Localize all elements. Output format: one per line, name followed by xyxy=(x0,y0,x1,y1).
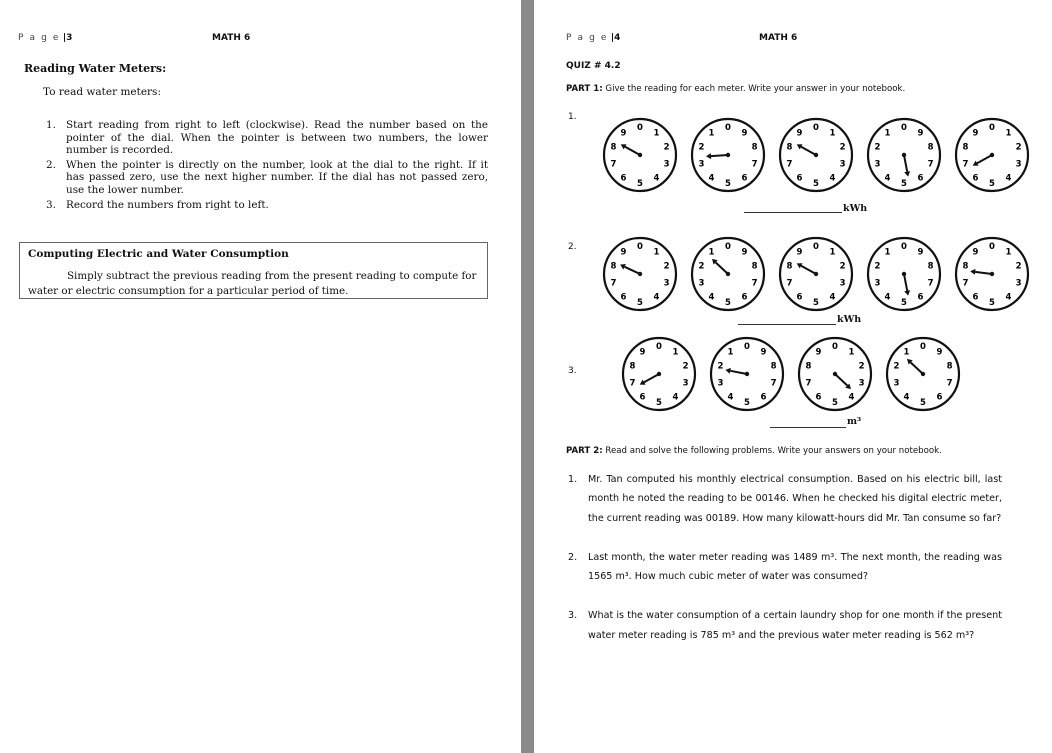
dial-number: 1 xyxy=(1005,247,1012,258)
dial-number: 4 xyxy=(903,392,910,403)
dial-number: 9 xyxy=(760,347,767,358)
answer-line xyxy=(770,427,846,428)
dial-number: 2 xyxy=(839,261,846,272)
dial-number: 2 xyxy=(682,361,689,372)
meter-dial xyxy=(795,334,875,414)
meter-dial xyxy=(952,234,1032,314)
dial-number: 6 xyxy=(741,173,748,184)
dial-number: 1 xyxy=(672,347,679,358)
dial-number: 2 xyxy=(1015,261,1022,272)
right-page xyxy=(534,0,1052,753)
dial-center xyxy=(638,153,642,157)
page-header-left xyxy=(18,33,72,43)
dial-number: 5 xyxy=(813,179,819,189)
dial-number: 6 xyxy=(917,173,924,184)
dial-number: 0 xyxy=(989,123,995,133)
dial-number: 7 xyxy=(610,278,617,289)
dial-number: 2 xyxy=(698,142,705,153)
dial-number: 7 xyxy=(610,159,617,170)
dial-number: 1 xyxy=(903,347,910,358)
part-text: Read and solve the following problems. Write your answers on your notebook. xyxy=(605,446,942,456)
dial-number: 6 xyxy=(639,392,646,403)
unit-label: kWh xyxy=(843,203,868,214)
dial-number: 3 xyxy=(717,378,724,389)
dial-number: 5 xyxy=(920,398,926,408)
item-text: What is the water consumption of a certain laundry shop for one month if the present water meter reading is 785 m³ and the previous water meter reading is 562 m³? xyxy=(588,610,1002,641)
dial-number: 3 xyxy=(1015,159,1022,170)
dial-number: 4 xyxy=(708,292,715,303)
dial-number: 5 xyxy=(989,179,995,189)
meter-dial xyxy=(864,115,944,195)
dial-number: 0 xyxy=(989,242,995,252)
dial-number: 9 xyxy=(815,347,822,358)
unit-label: kWh xyxy=(837,314,862,325)
dial-number: 7 xyxy=(786,278,793,289)
dial-center xyxy=(726,272,730,276)
quiz-title: QUIZ # 4.2 xyxy=(566,61,621,71)
dial-number: 4 xyxy=(1005,292,1012,303)
dial-number: 1 xyxy=(727,347,734,358)
dial-number: 0 xyxy=(725,242,731,252)
dial-number: 4 xyxy=(884,292,891,303)
dial-number: 4 xyxy=(672,392,679,403)
dial-number: 9 xyxy=(741,247,748,258)
dial-number: 4 xyxy=(848,392,855,403)
dial-number: 2 xyxy=(874,142,881,153)
dial-number: 1 xyxy=(653,128,660,139)
dial-number: 4 xyxy=(727,392,734,403)
dial-number: 2 xyxy=(663,142,670,153)
item-number: 1. xyxy=(46,119,56,131)
meter-number: 3. xyxy=(568,366,577,376)
dial-number: 1 xyxy=(884,247,891,258)
dial-number: 3 xyxy=(663,159,670,170)
dial-number: 1 xyxy=(1005,128,1012,139)
dial-number: 6 xyxy=(815,392,822,403)
item-number: 2. xyxy=(568,551,578,563)
dial-number: 3 xyxy=(839,278,846,289)
meter-dial xyxy=(883,334,963,414)
dial-number: 5 xyxy=(813,298,819,308)
meter-dial xyxy=(776,115,856,195)
dial-number: 8 xyxy=(805,361,812,372)
page-label: P a g e xyxy=(18,33,60,43)
part1-instruction xyxy=(566,84,905,94)
dial-number: 5 xyxy=(989,298,995,308)
subject-label: MATH 6 xyxy=(759,33,798,43)
info-box-text: Simply subtract the previous reading from the present reading to compute for water or electric consumption for a particular period of time. xyxy=(28,270,477,297)
page-header-right xyxy=(566,33,620,43)
meter-dial xyxy=(600,115,680,195)
dial-number: 7 xyxy=(927,159,934,170)
dial-number: 7 xyxy=(786,159,793,170)
item-number: 3. xyxy=(568,610,578,622)
dial-number: 5 xyxy=(637,179,643,189)
dial-number: 8 xyxy=(610,261,617,272)
meter-dial xyxy=(688,234,768,314)
dial-number: 4 xyxy=(829,173,836,184)
list-item xyxy=(568,606,1002,645)
dial-number: 6 xyxy=(972,173,979,184)
dial-number: 9 xyxy=(796,247,803,258)
dial-number: 7 xyxy=(946,378,953,389)
unit-label: m³ xyxy=(847,416,862,427)
part-label: PART 2: xyxy=(566,446,603,456)
dial-number: 0 xyxy=(656,342,662,352)
dial-number: 7 xyxy=(751,159,758,170)
dial-number: 7 xyxy=(770,378,777,389)
dial-number: 1 xyxy=(708,128,715,139)
dial-number: 0 xyxy=(813,123,819,133)
dial-center xyxy=(833,372,837,376)
dial-number: 6 xyxy=(917,292,924,303)
section-intro: To read water meters: xyxy=(43,86,161,98)
dial-number: 7 xyxy=(805,378,812,389)
list-item xyxy=(26,199,488,212)
list-item xyxy=(568,548,1002,587)
item-number: 1. xyxy=(568,474,578,485)
dial-number: 7 xyxy=(927,278,934,289)
dial-number: 6 xyxy=(741,292,748,303)
dial-number: 7 xyxy=(962,278,969,289)
dial-number: 2 xyxy=(839,142,846,153)
page-label: P a g e xyxy=(566,33,608,43)
steps-list xyxy=(26,119,488,213)
dial-number: 8 xyxy=(770,361,777,372)
dial-number: 7 xyxy=(751,278,758,289)
item-text: Record the numbers from right to left. xyxy=(66,198,269,211)
list-item xyxy=(568,470,1002,528)
info-box xyxy=(19,242,488,299)
part-text: Give the reading for each meter. Write your answer in your notebook. xyxy=(605,84,906,94)
dial-number: 0 xyxy=(637,123,643,133)
meter-dial xyxy=(619,334,699,414)
page-number: |3 xyxy=(62,33,73,43)
answer-line xyxy=(738,324,836,325)
dial-number: 3 xyxy=(663,278,670,289)
dial-number: 4 xyxy=(1005,173,1012,184)
dial-number: 4 xyxy=(708,173,715,184)
dial-number: 1 xyxy=(884,128,891,139)
dial-number: 5 xyxy=(725,298,731,308)
dial-number: 9 xyxy=(620,247,627,258)
item-text: Start reading from right to left (clockwise). Read the number based on the pointer of the dial. When the pointer is between two numbers, the lower number is recorded. xyxy=(66,119,488,157)
dial-number: 2 xyxy=(1015,142,1022,153)
dial-number: 1 xyxy=(848,347,855,358)
dial-number: 5 xyxy=(637,298,643,308)
meter-dial xyxy=(952,115,1032,195)
dial-number: 3 xyxy=(698,159,705,170)
dial-center xyxy=(814,153,818,157)
dial-number: 8 xyxy=(786,142,793,153)
dial-number: 0 xyxy=(725,123,731,133)
dial-number: 8 xyxy=(610,142,617,153)
dial-number: 8 xyxy=(946,361,953,372)
dial-number: 2 xyxy=(858,361,865,372)
dial-number: 6 xyxy=(760,392,767,403)
dial-center xyxy=(745,372,749,376)
item-number: 2. xyxy=(46,158,56,171)
dial-number: 0 xyxy=(920,342,926,352)
dial-number: 0 xyxy=(901,123,907,133)
dial-number: 9 xyxy=(936,347,943,358)
dial-center xyxy=(657,372,661,376)
dial-number: 5 xyxy=(832,398,838,408)
dial-number: 8 xyxy=(927,142,934,153)
meter-dial xyxy=(776,234,856,314)
dial-pointer xyxy=(711,155,728,156)
dial-number: 3 xyxy=(698,278,705,289)
dial-number: 6 xyxy=(796,292,803,303)
dial-number: 2 xyxy=(874,261,881,272)
dial-number: 9 xyxy=(639,347,646,358)
dial-number: 5 xyxy=(656,398,662,408)
dial-number: 0 xyxy=(813,242,819,252)
dial-number: 2 xyxy=(663,261,670,272)
dial-number: 6 xyxy=(796,173,803,184)
dial-number: 3 xyxy=(858,378,865,389)
dial-number: 8 xyxy=(786,261,793,272)
meter-number: 1. xyxy=(568,112,577,122)
dial-number: 7 xyxy=(962,159,969,170)
dial-number: 9 xyxy=(972,128,979,139)
meter-dial xyxy=(864,234,944,314)
dial-center xyxy=(990,153,994,157)
dial-number: 0 xyxy=(744,342,750,352)
subject-label: MATH 6 xyxy=(212,33,251,43)
meter-dial xyxy=(688,115,768,195)
dial-number: 4 xyxy=(884,173,891,184)
dial-number: 0 xyxy=(637,242,643,252)
dial-number: 3 xyxy=(1015,278,1022,289)
dial-number: 3 xyxy=(893,378,900,389)
dial-center xyxy=(726,153,730,157)
dial-center xyxy=(814,272,818,276)
dial-number: 5 xyxy=(901,298,907,308)
page-number: |4 xyxy=(610,33,621,43)
dial-number: 5 xyxy=(901,179,907,189)
meter-number: 2. xyxy=(568,242,577,252)
dial-center xyxy=(990,272,994,276)
dial-number: 7 xyxy=(629,378,636,389)
dial-number: 9 xyxy=(917,247,924,258)
info-box-title: Computing Electric and Water Consumption xyxy=(28,248,289,260)
dial-number: 9 xyxy=(741,128,748,139)
dial-number: 8 xyxy=(751,261,758,272)
dial-number: 6 xyxy=(972,292,979,303)
dial-number: 1 xyxy=(829,247,836,258)
item-text: Mr. Tan computed his monthly electrical consumption. Based on his electric bill, last month he noted the reading to be 00146. When he checked his digital electric meter, the current reading was 00189. How many kilowatt-hours did Mr. Tan consume so far? xyxy=(588,474,1002,524)
item-number: 3. xyxy=(46,198,56,211)
dial-number: 3 xyxy=(682,378,689,389)
dial-number: 8 xyxy=(751,142,758,153)
dial-number: 3 xyxy=(839,159,846,170)
item-text: Last month, the water meter reading was 1489 m³. The next month, the reading was 1565 m³. How much cubic meter of water was consumed? xyxy=(588,551,1002,583)
dial-number: 9 xyxy=(917,128,924,139)
left-page xyxy=(0,0,521,753)
dial-number: 6 xyxy=(620,292,627,303)
dial-center xyxy=(921,372,925,376)
answer-line xyxy=(744,212,842,213)
problems-list xyxy=(568,470,1002,665)
dial-number: 6 xyxy=(936,392,943,403)
dial-center xyxy=(902,153,906,157)
dial-number: 4 xyxy=(829,292,836,303)
dial-number: 4 xyxy=(653,173,660,184)
dial-center xyxy=(638,272,642,276)
meter-dial xyxy=(600,234,680,314)
dial-number: 2 xyxy=(717,361,724,372)
dial-number: 9 xyxy=(972,247,979,258)
dial-number: 3 xyxy=(874,278,881,289)
dial-center xyxy=(902,272,906,276)
dial-number: 1 xyxy=(829,128,836,139)
dial-number: 8 xyxy=(962,261,969,272)
dial-number: 5 xyxy=(725,179,731,189)
dial-number: 2 xyxy=(893,361,900,372)
dial-number: 8 xyxy=(962,142,969,153)
dial-number: 2 xyxy=(698,261,705,272)
item-text: When the pointer is directly on the number, look at the dial to the right. If it has passed zero, use the next higher number. If the dial has not passed zero, use the lower number. xyxy=(66,158,488,196)
dial-number: 4 xyxy=(653,292,660,303)
dial-number: 8 xyxy=(629,361,636,372)
dial-number: 8 xyxy=(927,261,934,272)
dial-number: 9 xyxy=(620,128,627,139)
dial-number: 6 xyxy=(620,173,627,184)
section-title: Reading Water Meters: xyxy=(24,62,167,75)
dial-number: 1 xyxy=(708,247,715,258)
dial-number: 1 xyxy=(653,247,660,258)
dial-number: 9 xyxy=(796,128,803,139)
part-label: PART 1: xyxy=(566,84,603,94)
dial-number: 0 xyxy=(832,342,838,352)
dial-number: 3 xyxy=(874,159,881,170)
meter-dial xyxy=(707,334,787,414)
dial-number: 5 xyxy=(744,398,750,408)
dial-number: 0 xyxy=(901,242,907,252)
part2-instruction xyxy=(566,446,942,456)
list-item xyxy=(26,119,488,157)
list-item xyxy=(26,159,488,197)
